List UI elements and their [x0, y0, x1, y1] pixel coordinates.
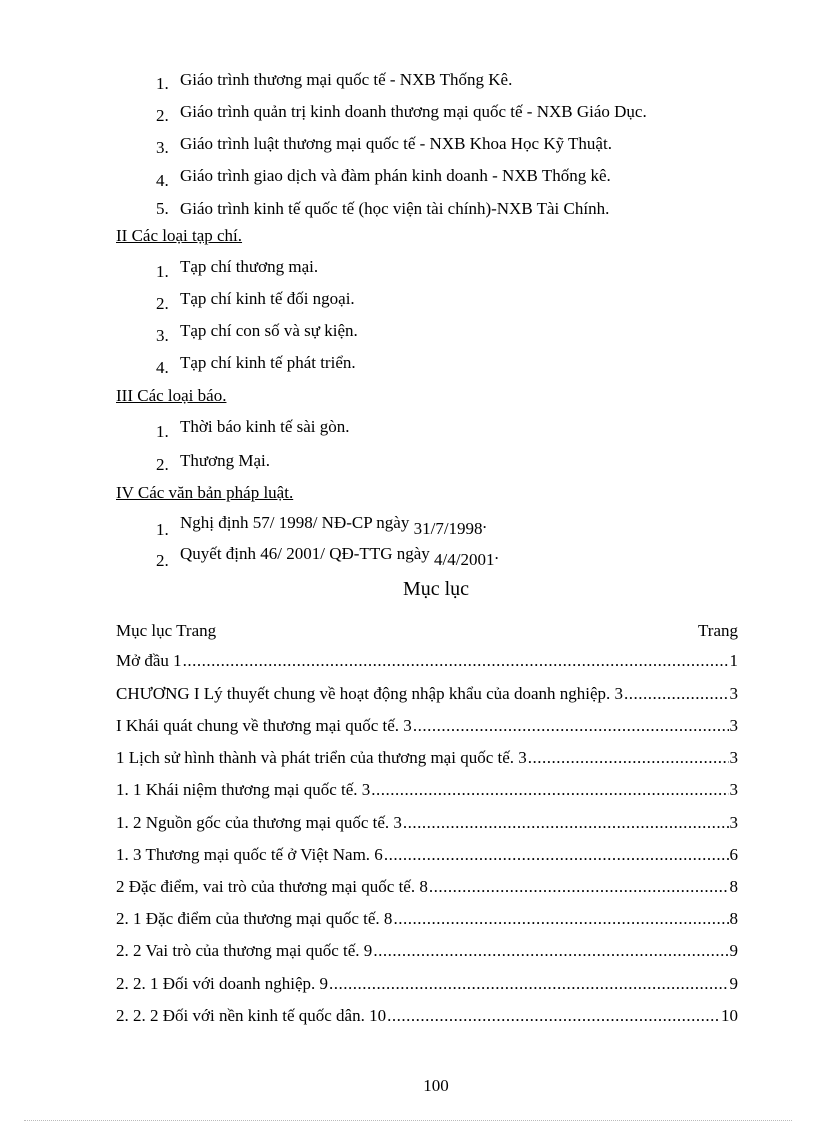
- toc-entry[interactable]: [116, 1006, 738, 1028]
- list-number: 1.: [156, 422, 169, 441]
- toc-leader: [403, 813, 729, 833]
- toc-entry-text: 1. 1 Khái niệm thương mại quốc tế. 3: [116, 780, 371, 799]
- law-end: .: [482, 513, 487, 532]
- toc-entry[interactable]: [116, 909, 738, 931]
- list-item: Giáo trình luật thương mại quốc tế - NXB Khoa Học Kỹ Thuật.: [180, 134, 612, 153]
- section-heading-newspapers: III Các loại báo.: [116, 386, 227, 405]
- list-item: Tạp chí con số và sự kiện.: [180, 321, 358, 340]
- list-number: 4.: [156, 171, 169, 190]
- toc-entry[interactable]: [116, 716, 738, 738]
- toc-entry-page: 3: [729, 684, 738, 703]
- toc-entry-page: 3: [729, 813, 738, 832]
- list-item: Thương Mại.: [180, 451, 270, 470]
- toc-entry-page: 1: [729, 651, 738, 670]
- toc-leader: [387, 1006, 720, 1026]
- section-heading-magazines: II Các loại tạp chí.: [116, 226, 243, 245]
- toc-entry[interactable]: [116, 684, 738, 706]
- list-item: [180, 544, 499, 569]
- toc-entry[interactable]: [116, 780, 738, 802]
- toc-entry-page: 8: [729, 909, 738, 928]
- toc-title: Mục lục: [402, 578, 470, 600]
- toc-entry[interactable]: [116, 941, 738, 963]
- list-number: 2.: [156, 106, 169, 125]
- toc-entry-text: 2 Đặc điểm, vai trò của thương mại quốc tế. 8: [116, 877, 428, 896]
- toc-entry-text: CHƯƠNG I Lý thuyết chung về hoạt động nhập khẩu của doanh nghiệp. 3: [116, 684, 624, 703]
- toc-entry-text: I Khái quát chung về thương mại quốc tế. 3: [116, 716, 412, 735]
- list-number: 1.: [156, 262, 169, 281]
- page-number: 100: [423, 1076, 449, 1095]
- list-number: 1.: [156, 520, 169, 539]
- toc-entry-text: 1. 2 Nguồn gốc của thương mại quốc tế. 3: [116, 813, 402, 832]
- toc-entry-text: 1. 3 Thương mại quốc tế ở Việt Nam. 6: [116, 845, 383, 864]
- toc-entry-page: 10: [721, 1006, 738, 1025]
- list-item: Tạp chí kinh tế phát triển.: [180, 353, 356, 372]
- list-number: 5.: [156, 199, 169, 218]
- list-item: Thời báo kinh tế sài gòn.: [180, 417, 350, 436]
- list-number: 2.: [156, 294, 169, 313]
- toc-leader: [329, 974, 728, 994]
- list-item: Giáo trình kinh tế quốc tế (học viện tài chính)-NXB Tài Chính.: [180, 199, 610, 218]
- toc-entry-page: 3: [729, 780, 738, 799]
- toc-header-right: Trang: [698, 621, 738, 640]
- toc-entry-text: 2. 2. 2 Đối với nền kinh tế quốc dân. 10: [116, 1006, 387, 1025]
- law-title: Nghị định 57/ 1998/ NĐ-CP ngày: [180, 513, 410, 532]
- list-number: 2.: [156, 551, 169, 570]
- section-heading-laws: IV Các văn bản pháp luật.: [116, 483, 294, 502]
- toc-leader: [413, 716, 729, 736]
- list-number: 2.: [156, 455, 169, 474]
- law-title: Quyết định 46/ 2001/ QĐ-TTG ngày: [180, 544, 430, 563]
- toc-leader: [624, 684, 728, 704]
- toc-entry-text: Mở đầu 1: [116, 651, 182, 670]
- law-end: .: [494, 544, 499, 563]
- toc-entry[interactable]: [116, 651, 738, 673]
- list-item: Giáo trình giao dịch và đàm phán kinh doanh - NXB Thống kê.: [180, 166, 611, 185]
- toc-entry[interactable]: [116, 813, 738, 835]
- list-number: 3.: [156, 326, 169, 345]
- toc-entry[interactable]: [116, 845, 738, 867]
- toc-entry-text: 2. 2. 1 Đối với doanh nghiệp. 9: [116, 974, 329, 993]
- law-date: 4/4/2001: [434, 550, 495, 569]
- list-item: Tạp chí kinh tế đối ngoại.: [180, 289, 355, 308]
- toc-entry-text: 2. 2 Vai trò của thương mại quốc tế. 9: [116, 941, 373, 960]
- toc-leader: [384, 845, 729, 865]
- toc-entry-text: 1 Lịch sử hình thành và phát triển của thương mại quốc tế. 3: [116, 748, 527, 767]
- list-number: 3.: [156, 138, 169, 157]
- toc-leader: [371, 780, 728, 800]
- toc-leader: [528, 748, 729, 768]
- toc-entry-page: 6: [729, 845, 738, 864]
- footer-divider: [24, 1120, 792, 1121]
- list-item: Giáo trình quản trị kinh doanh thương mại quốc tế - NXB Giáo Dục.: [180, 102, 647, 121]
- toc-entry-page: 3: [729, 716, 738, 735]
- toc-entry[interactable]: [116, 748, 738, 770]
- toc-header-left: Mục lục Trang: [116, 621, 217, 640]
- list-item: Giáo trình thương mại quốc tế - NXB Thống Kê.: [180, 70, 513, 89]
- toc-entry[interactable]: [116, 877, 738, 899]
- list-number: 4.: [156, 358, 169, 377]
- list-item: [180, 513, 487, 538]
- toc-entry-page: 9: [729, 941, 738, 960]
- list-number: 1.: [156, 74, 169, 93]
- toc-entry-page: 8: [729, 877, 738, 896]
- toc-leader: [393, 909, 728, 929]
- toc-entry-page: 3: [729, 748, 738, 767]
- toc-leader: [373, 941, 728, 961]
- toc-entry-page: 9: [729, 974, 738, 993]
- toc-leader: [183, 651, 729, 671]
- toc-entry[interactable]: [116, 974, 738, 996]
- list-item: Tạp chí thương mại.: [180, 257, 319, 276]
- law-date: 31/7/1998: [413, 519, 483, 538]
- toc-leader: [429, 877, 729, 897]
- toc-entry-text: 2. 1 Đặc điểm của thương mại quốc tế. 8: [116, 909, 393, 928]
